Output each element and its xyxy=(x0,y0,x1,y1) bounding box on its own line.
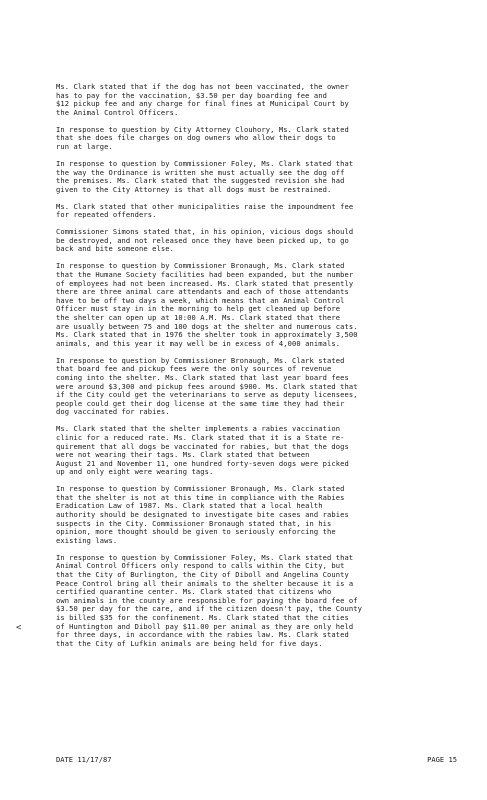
meeting-date: DATE 11/17/87 xyxy=(56,755,112,764)
paragraph: Ms. Clark stated that if the dog has not been vaccinated, the owner has to pay for the vaccination, $3.50 per day boarding fee and $12 pickup fee and any charge for final fines at Municipal Court by the Animal Control Officers. xyxy=(56,82,349,117)
paragraph: In response to question by City Attorney Clouhory, Ms. Clark stated that she does file charges on dog owners who allow their dogs to run at large. xyxy=(56,124,349,151)
paragraph: Ms. Clark stated that other municipalities raise the impoundment fee for repeated offenders. xyxy=(56,201,354,220)
paragraph: Commissioner Simons stated that, in his opinion, vicious dogs should be destroyed, and not released once they have been picked up, to go back and bite someone else. xyxy=(56,227,354,254)
minutes-body xyxy=(56,83,457,648)
page-number: PAGE 15 xyxy=(427,755,457,764)
paragraph: In response to question by Commissioner Bronaugh, Ms. Clark stated that the Humane Society facilities had been expanded, but the number of employees had not been increased. Ms. Clark stated that presently there are three animal care attendants and each of those attendants have to be off two days a week, which means that an Animal Control Officer must stay in in the morning to help get cleaned up before the shelter can open up at 10:00 A.M. Ms. Clark stated that there are usually between 75 and 100 dogs at the shelter and numerous cats. Ms. Clark stated that in 1976 the shelter took in approximately 3,500 animals, and this year it may well be in excess of 4,000 animals. xyxy=(56,261,358,348)
paragraph: Ms. Clark stated that the shelter implements a rabies vaccination clinic for a reduced rate. Ms. Clark stated that it is a State re- quirement that all dogs be vaccinated for rabies, but that the dogs were not wearing their tags. Ms. Clark stated that between August 21 and November 11, one hundred forty-seven dogs were picked up and only eight were wearing tags. xyxy=(56,424,349,477)
page-footer xyxy=(56,755,457,764)
paragraph: In response to question by Commissioner Bronaugh, Ms. Clark stated that board fee and pickup fees were the only sources of revenue coming into the shelter. Ms. Clark stated that last year board fees were around $3,300 and pickup fees around $900. Ms. Clark stated that if the City could get the veterinarians to serve as deputy licensees, people could get their dog license at the same time they had their dog vaccinated for rabies. xyxy=(56,355,358,417)
margin-mark: < xyxy=(16,623,22,633)
paragraph: In response to question by Commissioner Foley, Ms. Clark stated that Animal Control Officers only respond to calls within the City, but that the City of Burlington, the City of Diboll and Angelina County Peace Control bring all their animals to the shelter because it is a certified quarantine center. Ms. Clark stated that citizens who own animals in the county are responsible for paying the board fee of $3.50 per day for the care, and if the citizen doesn't pay, the County is billed $35 for the confinement. Ms. Clark stated that the cities of Huntington and Diboll pay $11.00 per animal as they are only held for three days, in accordance with the rabies law. Ms. Clark stated that the City of Lufkin animals are being held for five days. xyxy=(56,552,362,648)
paragraph: In response to question by Commissioner Foley, Ms. Clark stated that the way the Ordinance is written she must actually see the dog off the premises. Ms. Clark stated that the suggested revision she had given to the City Attorney is that all dogs must be restrained. xyxy=(56,158,354,194)
paragraph: In response to question by Commissioner Bronaugh, Ms. Clark stated that the shelter is not at this time in compliance with the Rabies Eradication Law of 1987. Ms. Clark stated that a local health authority should be designated to investigate bite cases and rabies suspects in the City. Commissioner Bronaugh stated that, in his opinion, more thought should be given to seriously enforcing the existing laws. xyxy=(56,484,349,545)
